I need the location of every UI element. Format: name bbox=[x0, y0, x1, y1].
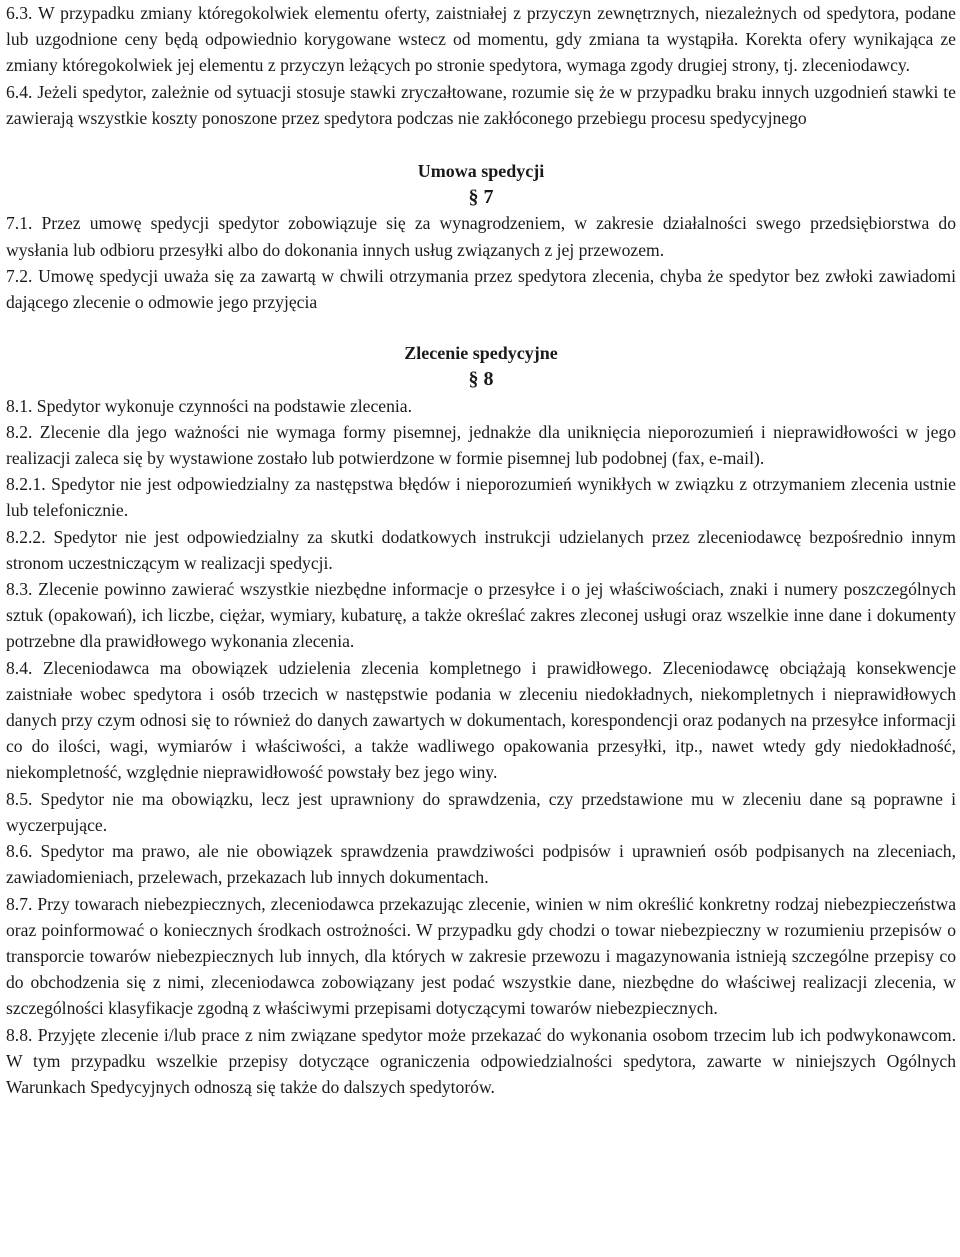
section-7-title: Umowa spedycji bbox=[417, 161, 545, 182]
paragraph-8-6: 8.6. Spedytor ma prawo, ale nie obowiązek sprawdzenia prawdziwości podpisów i uprawnień osób podpisanych na zleceniach, zawiadomieniach, przelewach, przekazach lub innych dokumentach. bbox=[6, 841, 956, 888]
paragraph-8-2-2: 8.2.2. Spedytor nie jest odpowiedzialny za skutki dodatkowych instrukcji udzielanych przez zleceniodawcę bezpośrednio innym stronom uczestniczącym w realizacji spedycji. bbox=[6, 526, 956, 573]
paragraph-8-7: 8.7. Przy towarach niebezpiecznych, zleceniodawca przekazując zlecenie, winien w nim określić konkretny rodzaj niebezpieczeństwa oraz poinformować o koniecznych środkach ostrożności. W przypadku gdy chodzi o towar niebezpieczny w rozumieniu przepisów o transporcie towarów niebezpiecznych lub innych, dla których w zakresie przewozu i magazynowania istnieją szczególne przepisy co do obchodzenia się z nimi, zleceniodawca zobowiązany jest podać wszystkie dane, niezbędne do właściwej realizacji zlecenia, w szczególności klasyfikacje zgodną z właściwymi przepisami dotyczącymi towarów niebezpiecznych. bbox=[6, 893, 956, 1019]
paragraph-7-1: 7.1. Przez umowę spedycji spedytor zobowiązuje się za wynagrodzeniem, w zakresie działalności swego przedsiębiorstwa do wysłania lub odbioru przesyłki albo do dokonania innych usług związanych z jej przewozem. bbox=[6, 213, 956, 260]
paragraph-6-3: 6.3. W przypadku zmiany któregokolwiek elementu oferty, zaistniałej z przyczyn zewnętrznych, niezależnych od spedytora, podane lub uzgodnione ceny będą odpowiednio korygowane wstecz od momentu, gdy zmiana ta wystąpiła. Korekta ofery wynikająca ze zmiany któregokolwiek jej elementu z przyczyn leżących po stronie spedytora, wymaga zgody drugiej strony, tj. zleceniodawcy. bbox=[6, 3, 956, 76]
section-7-heading bbox=[6, 158, 956, 210]
paragraph-8-5: 8.5. Spedytor nie ma obowiązku, lecz jest uprawniony do sprawdzenia, czy przedstawione mu w zleceniu dane są poprawne i wyczerpujące. bbox=[6, 788, 956, 835]
section-8-title: Zlecenie spedycyjne bbox=[404, 343, 558, 364]
paragraph-8-2: 8.2. Zlecenie dla jego ważności nie wymaga formy pisemnej, jednakże dla uniknięcia nieporozumień i nieprawidłowości w jego realizacji zaleca się by wystawione zostało lub potwierdzone w formie pisemnej lub podobnej (fax, e-mail). bbox=[6, 421, 956, 469]
paragraph-8-4: 8.4. Zleceniodawca ma obowiązek udzielenia zlecenia kompletnego i prawidłowego. Zleceniodawcę obciążają konsekwencje zaistniałe wobec spedytora i osób trzecich w następstwie podania w zleceniu niedokładnych, niekompletnych i nieprawidłowych danych przy czym odnosi się to również do danych zawartych w dokumentach, korespondencji oraz podanych na przesyłce informacji co do ilości, wagi, wymiarów i właściwości, a także wadliwego opakowania przesyłki, itp., nawet wtedy gdy niedokładność, niekompletność, względnie nieprawidłowość powstały bez jego winy. bbox=[6, 657, 956, 783]
section-7-number: § 7 bbox=[468, 186, 494, 209]
spacer bbox=[6, 131, 956, 158]
paragraph-6-4: 6.4. Jeżeli spedytor, zależnie od sytuacji stosuje stawki zryczałtowane, rozumie się że w przypadku braku innych uzgodnień stawki te zawierają wszystkie koszty ponoszone przez spedytora podczas nie zakłóconego przebiegu procesu spedycyjnego bbox=[6, 81, 956, 128]
paragraph-8-2-1: 8.2.1. Spedytor nie jest odpowiedzialny za następstwa błędów i nieporozumień wynikłych w związku z otrzymaniem zlecenia ustnie lub telefonicznie. bbox=[6, 474, 956, 521]
section-8-heading bbox=[6, 340, 956, 392]
paragraph-7-2: 7.2. Umowę spedycji uważa się za zawartą w chwili otrzymania przez spedytora zlecenia, chyba że spedytor bez zwłoki zawiadomi dającego zlecenie o odmowie jego przyjęcia bbox=[6, 265, 956, 313]
paragraph-8-3: 8.3. Zlecenie powinno zawierać wszystkie niezbędne informacje o przesyłce i o jej właściwościach, znaki i numery poszczególnych sztuk (opakowań), ich liczbe, ciężar, wymiary, kubaturę, a także określać zakres zleconej usługi oraz wszelkie inne dane i dokumenty potrzebne dla prawidłowego wykonania zlecenia. bbox=[6, 579, 956, 652]
paragraph-8-1: 8.1. Spedytor wykonuje czynności na podstawie zlecenia. bbox=[6, 395, 413, 416]
paragraph-8-8: 8.8. Przyjęte zlecenie i/lub prace z nim związane spedytor może przekazać do wykonania osobom trzecim lub ich podwykonawcom. W tym przypadku wszelkie przepisy dotyczące ograniczenia odpowiedzialności spedytora, zawarte w niniejszych Ogólnych Warunkach Spedycyjnych odnoszą się także do dalszych spedytorów. bbox=[6, 1024, 956, 1097]
spacer bbox=[6, 315, 956, 340]
section-8-number: § 8 bbox=[468, 368, 494, 391]
